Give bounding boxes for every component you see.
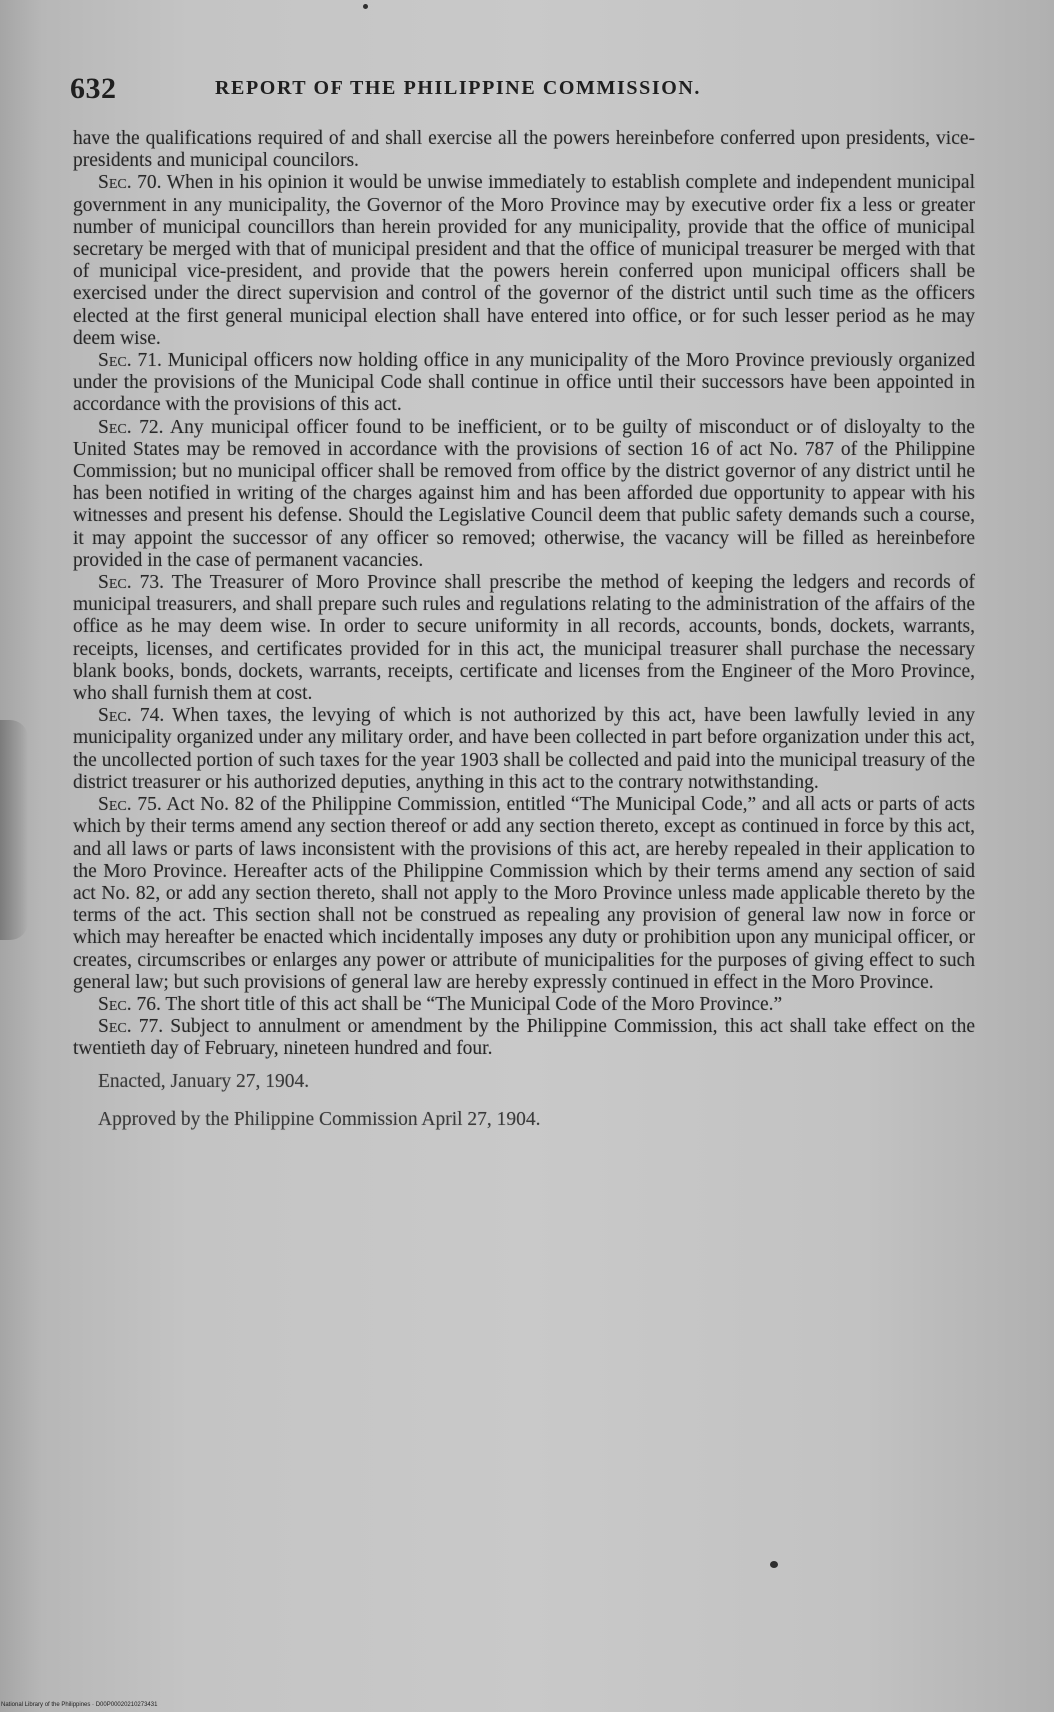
section-label: Sec. 70. <box>98 172 162 194</box>
scan-speck-top <box>363 4 368 9</box>
section-74 <box>73 705 975 794</box>
section-71 <box>73 350 975 417</box>
section-text: When taxes, the levying of which is not authorized by this act, have been lawfully levied in any municipality organized under any military order, and have been collected in part before organization under this act, the uncollected portion of such taxes for the year 1903 shall be collected and paid into the municipal treasury of the district treasurer or his authorized deputies, anything in this act to the contrary notwithstanding. <box>73 705 975 793</box>
enacted-date: Enacted, January 27, 1904. <box>98 1070 310 1092</box>
section-text: Municipal officers now holding office in any municipality of the Moro Province previously organized under the provisions of the Municipal Code shall continue in office until their successors have been appointed in accordance with the provisions of this act. <box>73 350 975 416</box>
page-number: 632 <box>70 72 117 105</box>
section-label: Sec. 75. <box>98 794 162 816</box>
section-label: Sec. 77. <box>98 1016 164 1038</box>
document-body <box>73 128 975 1131</box>
paragraph-text: have the qualifications required of and shall exercise all the powers hereinbefore conferred upon presidents, vice-presidents and municipal councilors. <box>73 128 975 172</box>
section-text: The Treasurer of Moro Province shall prescribe the method of keeping the ledgers and records of municipal treasurers, and shall prepare such rules and regulations relating to the administration of the affairs of the office as he may deem wise. In order to secure uniformity in all records, accounts, bonds, dockets, warrants, receipts, licenses, and certificates provided for in this act, the municipal treasurer shall purchase the necessary blank books, bonds, dockets, warrants, receipts, certificate and licenses from the Engineer of the Moro Province, who shall furnish them at cost. <box>73 572 975 705</box>
section-label: Sec. 71. <box>98 350 162 372</box>
scan-credit: National Library of the Philippines · D00P00020210273431 <box>1 1702 158 1708</box>
section-label: Sec. 74. <box>98 705 165 727</box>
section-text: When in his opinion it would be unwise immediately to establish complete and independent municipal government in any municipality, the Governor of the Moro Province may by executive order fix a less or greater number of municipal councillors than herein provided for any municipality, provide that the office of municipal secretary be merged with that of municipal president and that the office of municipal treasurer be merged with that of municipal vice-president, and provide that the powers herein conferred upon municipal officers shall be exercised under the direct supervision and control of the governor of the district until such time as the officers elected at the first general municipal election shall have entered into office, or for such lesser period as he may deem wise. <box>73 172 975 349</box>
paragraph-continuation <box>73 128 975 172</box>
section-73 <box>73 572 975 705</box>
section-label: Sec. 76. <box>98 993 161 1015</box>
section-text: Subject to annulment or amendment by the Philippine Commission, this act shall take effect on the twentieth day of February, nineteen hundred and four. <box>73 1016 975 1060</box>
page-header <box>70 72 980 110</box>
section-70 <box>73 172 975 350</box>
page-edge-shadow <box>0 720 28 940</box>
section-text: The short title of this act shall be “The Municipal Code of the Moro Province.” <box>165 993 783 1015</box>
section-label: Sec. 72. <box>98 416 164 438</box>
section-text: Act No. 82 of the Philippine Commission, entitled “The Municipal Code,” and all acts or parts of acts which by their terms amend any section thereof or add any section thereto, except as continued in force by this act, and all laws or parts of laws inconsistent with the provisions of this act, are hereby repealed in their application to the Moro Province. Hereafter acts of the Philippine Commission which by their terms amend any section of said act No. 82, or add any section thereto, shall not apply to the Moro Province unless made applicable thereto by the terms of the act. This section shall not be construed as repealing any provision of general law now in force or which may hereafter be enacted which incidentally imposes any duty or prohibition upon any municipal officer, or creates, circumscribes or enlarges any power or attribute of municipalities for the purposes of giving effect to such general law; but such provisions of general law are hereby expressly continued in effect in the Moro Province. <box>73 794 975 993</box>
scan-speck-bottom <box>770 1561 778 1568</box>
section-77 <box>73 1016 975 1060</box>
running-head: REPORT OF THE PHILIPPINE COMMISSION. <box>215 77 702 99</box>
section-76 <box>73 994 975 1016</box>
section-72 <box>73 417 975 572</box>
section-text: Any municipal officer found to be inefficient, or to be guilty of misconduct or of disloyalty to the United States may be removed in accordance with the provisions of section 16 of act No. 787 of the Philippine Commission; but no municipal officer shall be removed from office by the district governor of any district until he has been notified in writing of the charges against him and has been afforded due opportunity to appear with his witnesses and present his defense. Should the Legislative Council deem that public safety demands such a course, it may appoint the successor of any officer so removed; otherwise, the vacancy will be filled as hereinbefore provided in the case of permanent vacancies. <box>73 416 975 571</box>
section-75 <box>73 794 975 994</box>
section-label: Sec. 73. <box>98 572 164 594</box>
approval-date: Approved by the Philippine Commission April 27, 1904. <box>98 1108 541 1130</box>
